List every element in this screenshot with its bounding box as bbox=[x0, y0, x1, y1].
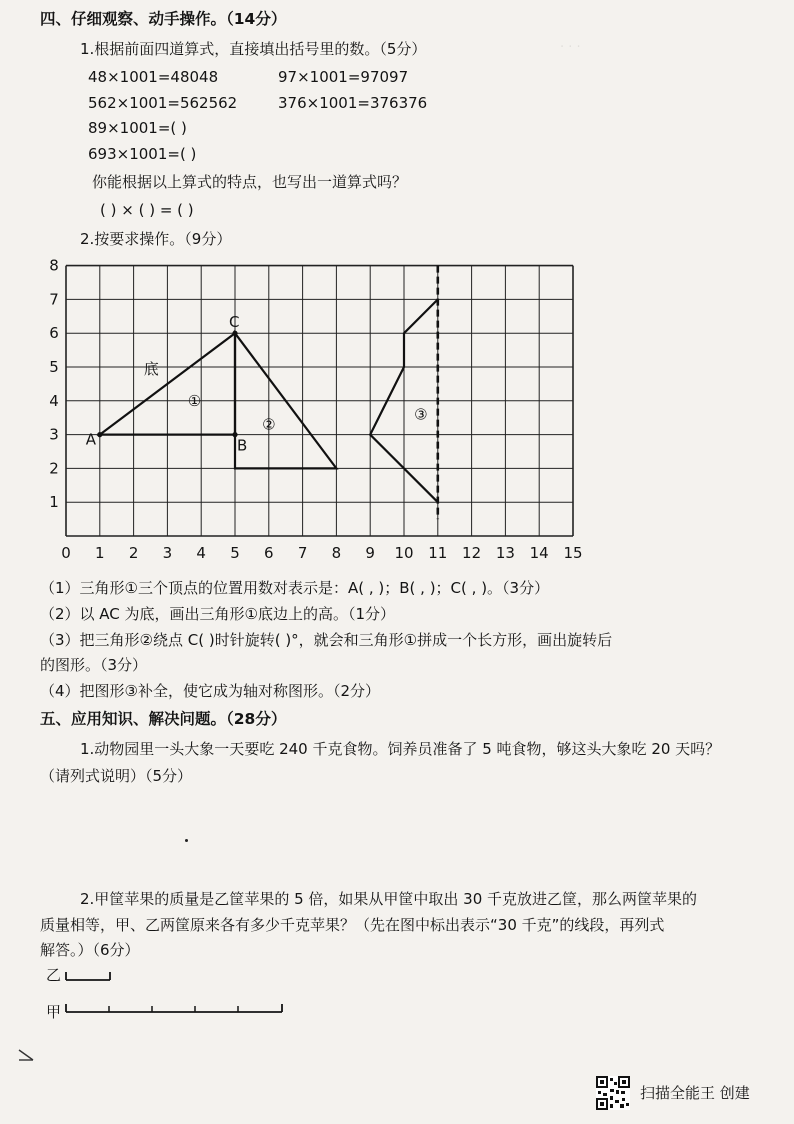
x-tick-label: 4 bbox=[196, 544, 206, 562]
q1-template[interactable]: ( ) × ( ) = ( ) bbox=[100, 201, 194, 219]
x-tick-label: 7 bbox=[297, 544, 308, 562]
equation-2b: 376×1001=376376 bbox=[278, 94, 428, 112]
tape-jia-segment bbox=[66, 1004, 282, 1012]
footer-watermark: 扫描全能王 创建 bbox=[640, 1084, 750, 1102]
pen-dot bbox=[185, 839, 188, 842]
x-tick-label: 13 bbox=[495, 544, 515, 562]
section-4-heading: 四、仔细观察、动手操作。（14分） bbox=[40, 10, 287, 28]
section-5-heading: 五、应用知识、解决问题。（28分） bbox=[40, 710, 287, 728]
y-tick-label: 7 bbox=[49, 290, 59, 309]
x-tick-label: 14 bbox=[529, 544, 549, 562]
bleed-through-text: · · · bbox=[560, 40, 581, 55]
y-tick-label: 5 bbox=[49, 358, 59, 376]
axis-labels bbox=[49, 257, 582, 562]
x-tick-label: 6 bbox=[264, 544, 274, 562]
equation-1a: 48×1001=48048 bbox=[88, 68, 219, 86]
x-tick-label: 2 bbox=[128, 544, 139, 562]
x-tick-label: 3 bbox=[162, 544, 173, 562]
x-tick-label: 5 bbox=[230, 544, 240, 562]
q5-1-text-a: 1.动物园里一头大象一天要吃 240 千克食物。饲养员准备了 5 吨食物，够这头大象吃 20 天吗？ bbox=[80, 740, 721, 758]
q5-2-text-b: 质量相等，甲、乙两筐原来各有多少千克苹果？（先在图中标出表示“30 千克”的线段，再列式 bbox=[40, 916, 665, 934]
point-label-c: C bbox=[229, 313, 240, 332]
x-tick-label: 1 bbox=[95, 544, 105, 562]
x-tick-label: 0 bbox=[61, 544, 71, 562]
x-tick-label: 11 bbox=[428, 544, 448, 562]
shape-label-3: ③ bbox=[414, 405, 428, 424]
edge-label-base: 底 bbox=[143, 359, 159, 378]
q5-2-text-a: 2.甲筐苹果的质量是乙筐苹果的 5 倍，如果从甲筐中取出 30 千克放进乙筐，那么两筐苹果的 bbox=[80, 890, 698, 908]
q1-prompt: 1.根据前面四道算式，直接填出括号里的数。（5分） bbox=[80, 40, 427, 58]
corner-mark-icon bbox=[18, 1048, 36, 1062]
qr-code-icon bbox=[596, 1076, 630, 1110]
q2-sub3b: 的图形。（3分） bbox=[40, 656, 148, 674]
point-c bbox=[232, 331, 237, 336]
x-tick-label: 15 bbox=[563, 544, 583, 562]
x-tick-label: 10 bbox=[394, 544, 414, 562]
grid-lines bbox=[66, 266, 573, 536]
equation-1b: 97×1001=97097 bbox=[278, 68, 409, 86]
coordinate-grid[interactable] bbox=[44, 250, 604, 565]
q2-sub3a[interactable]: （3）把三角形②绕点 C( )时针旋转( )°，就会和三角形①拼成一个长方形，画出旋转后 bbox=[40, 631, 613, 649]
point-label-a: A bbox=[85, 430, 97, 449]
q2-sub4: （4）把图形③补全，使它成为轴对称图形。（2分） bbox=[40, 682, 381, 700]
label-yi: 乙 bbox=[46, 966, 62, 984]
y-tick-label: 8 bbox=[49, 256, 59, 275]
q2-prompt: 2.按要求操作。（9分） bbox=[80, 230, 232, 248]
grid-shapes bbox=[86, 266, 438, 519]
label-jia: 甲 bbox=[46, 1003, 62, 1021]
equation-4[interactable]: 693×1001=( ) bbox=[88, 145, 197, 163]
y-tick-label: 3 bbox=[49, 425, 59, 444]
x-tick-label: 12 bbox=[462, 544, 482, 562]
y-tick-label: 4 bbox=[49, 391, 59, 410]
q1-ask: 你能根据以上算式的特点，也写出一道算式吗？ bbox=[92, 173, 408, 191]
equation-3[interactable]: 89×1001=( ) bbox=[88, 119, 187, 137]
q5-2-text-c: 解答。）（6分） bbox=[40, 941, 140, 959]
shape-label-2: ② bbox=[262, 415, 276, 434]
point-label-b: B bbox=[237, 436, 248, 455]
y-tick-label: 2 bbox=[49, 459, 59, 478]
x-tick-label: 8 bbox=[331, 544, 342, 562]
point-a bbox=[97, 432, 102, 437]
q2-sub2: （2）以 AC 为底，画出三角形①底边上的高。（1分） bbox=[40, 605, 396, 623]
tape-yi-segment bbox=[66, 972, 110, 980]
equation-2a: 562×1001=562562 bbox=[88, 94, 238, 112]
shape-label-1: ① bbox=[187, 391, 202, 410]
tape-diagram[interactable] bbox=[60, 960, 300, 1020]
y-tick-label: 6 bbox=[49, 324, 59, 343]
q2-sub1[interactable]: （1）三角形①三个顶点的位置用数对表示是：A( , )；B( , )；C( , )。（3分） bbox=[40, 579, 550, 597]
x-tick-label: 9 bbox=[365, 544, 375, 562]
y-tick-label: 1 bbox=[49, 493, 59, 512]
q5-1-text-b: （请列式说明）（5分） bbox=[40, 767, 193, 785]
